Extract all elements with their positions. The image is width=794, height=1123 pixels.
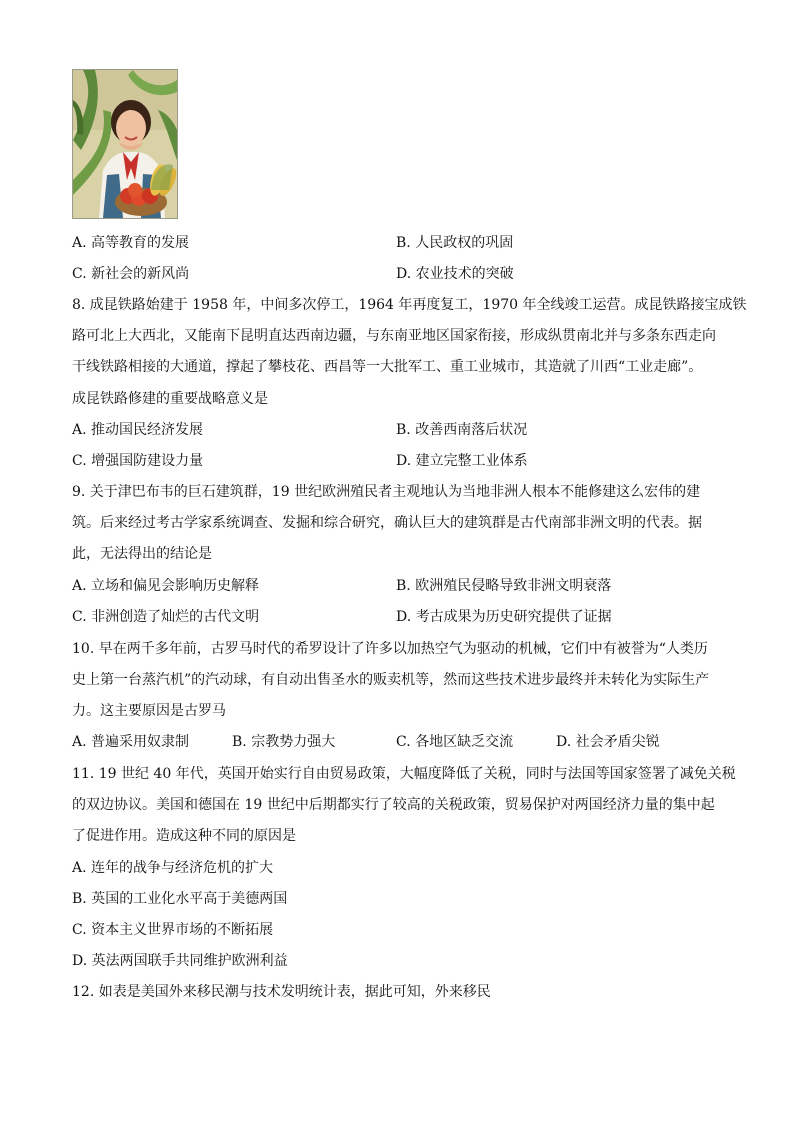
q8-stem [72, 290, 747, 415]
q11-stem [72, 759, 736, 853]
q9-line-1: 9. 关于津巴布韦的巨石建筑群，19 世纪欧洲殖民者主观地认为当地非洲人根本不能修建这么宏伟的建 [72, 484, 701, 500]
q7-option-d: D. 农业技术的突破 [396, 266, 514, 282]
q8-option-a: A. 推动国民经济发展 [72, 422, 204, 438]
q7-option-b: B. 人民政权的巩固 [396, 235, 514, 251]
q11-option-d: D. 英法两国联手共同维护欧洲利益 [72, 953, 288, 969]
q8-option-b: B. 改善西南落后状况 [396, 422, 528, 438]
q10-line-2: 史上第一台蒸汽机”的汽动球，有自动出售圣水的贩卖机等，然而这些技术进步最终并未转化为实际生产 [72, 672, 710, 689]
q11-option-b: B. 英国的工业化水平高于美德两国 [72, 891, 288, 907]
q8-line-2: 路可北上大西北，又能南下昆明直达西南边疆，与东南亚地区国家衔接，形成纵贯南北并与多条东西走向 [72, 328, 716, 345]
q8-line-3: 干线铁路相接的大通道，撑起了攀枝花、西昌等一大批军工、重工业城市，其造就了川西“工业走廊”。 [72, 359, 703, 376]
q8-line-1: 8. 成昆铁路始建于 1958 年，中间多次停工，1964 年再度复工，1970 年全线竣工运营。成昆铁路接宝成铁 [72, 297, 747, 313]
q9-line-2: 筑。后来经过考古学家系统调查、发掘和综合研究，确认巨大的建筑群是古代南部非洲文明的代表。据 [72, 515, 702, 532]
q11-option-a: A. 连年的战争与经济危机的扩大 [72, 860, 274, 876]
q7-option-c: C. 新社会的新风尚 [72, 266, 190, 282]
q11-line-1: 11. 19 世纪 40 年代，英国开始实行自由贸易政策，大幅度降低了关税，同时与法国等国家签署了减免关税 [72, 766, 736, 782]
q9-option-c: C. 非洲创造了灿烂的古代文明 [72, 609, 260, 625]
q9-option-b: B. 欧洲殖民侵略导致非洲文明衰落 [396, 578, 612, 594]
q8-line-4: 成昆铁路修建的重要战略意义是 [72, 390, 268, 407]
q10-option-a: A. 普遍采用奴隶制 [72, 734, 190, 750]
q10-stem [72, 634, 724, 728]
q12-stem: 12. 如表是美国外来移民潮与技术发明统计表，据此可知，外来移民 [72, 984, 491, 1000]
q7-option-a: A. 高等教育的发展 [72, 235, 190, 251]
q9-stem [72, 477, 724, 571]
q10-option-c: C. 各地区缺乏交流 [396, 734, 514, 750]
poster-illustration [73, 70, 177, 218]
q10-option-b: B. 宗教势力强大 [232, 734, 336, 750]
q9-option-d: D. 考古成果为历史研究提供了证据 [396, 609, 612, 625]
q11-line-2: 的双边协议。美国和德国在 19 世纪中后期都实行了较高的关税政策，贸易保护对两国经济力量的集中起 [72, 797, 715, 814]
q11-option-c: C. 资本主义世界市场的不断拓展 [72, 922, 274, 938]
q10-line-3: 力。这主要原因是古罗马 [72, 703, 226, 720]
q8-option-c: C. 增强国防建设力量 [72, 453, 204, 469]
q10-option-d: D. 社会矛盾尖锐 [556, 734, 660, 750]
q8-option-d: D. 建立完整工业体系 [396, 453, 528, 469]
q11-line-3: 了促进作用。造成这种不同的原因是 [72, 828, 296, 845]
q9-option-a: A. 立场和偏见会影响历史解释 [72, 578, 260, 594]
q9-line-3: 此，无法得出的结论是 [72, 546, 212, 563]
poster-image [72, 69, 178, 219]
q10-line-1: 10. 早在两千多年前，古罗马时代的希罗设计了许多以加热空气为驱动的机械，它们中有被誉为“人类历 [72, 641, 708, 657]
